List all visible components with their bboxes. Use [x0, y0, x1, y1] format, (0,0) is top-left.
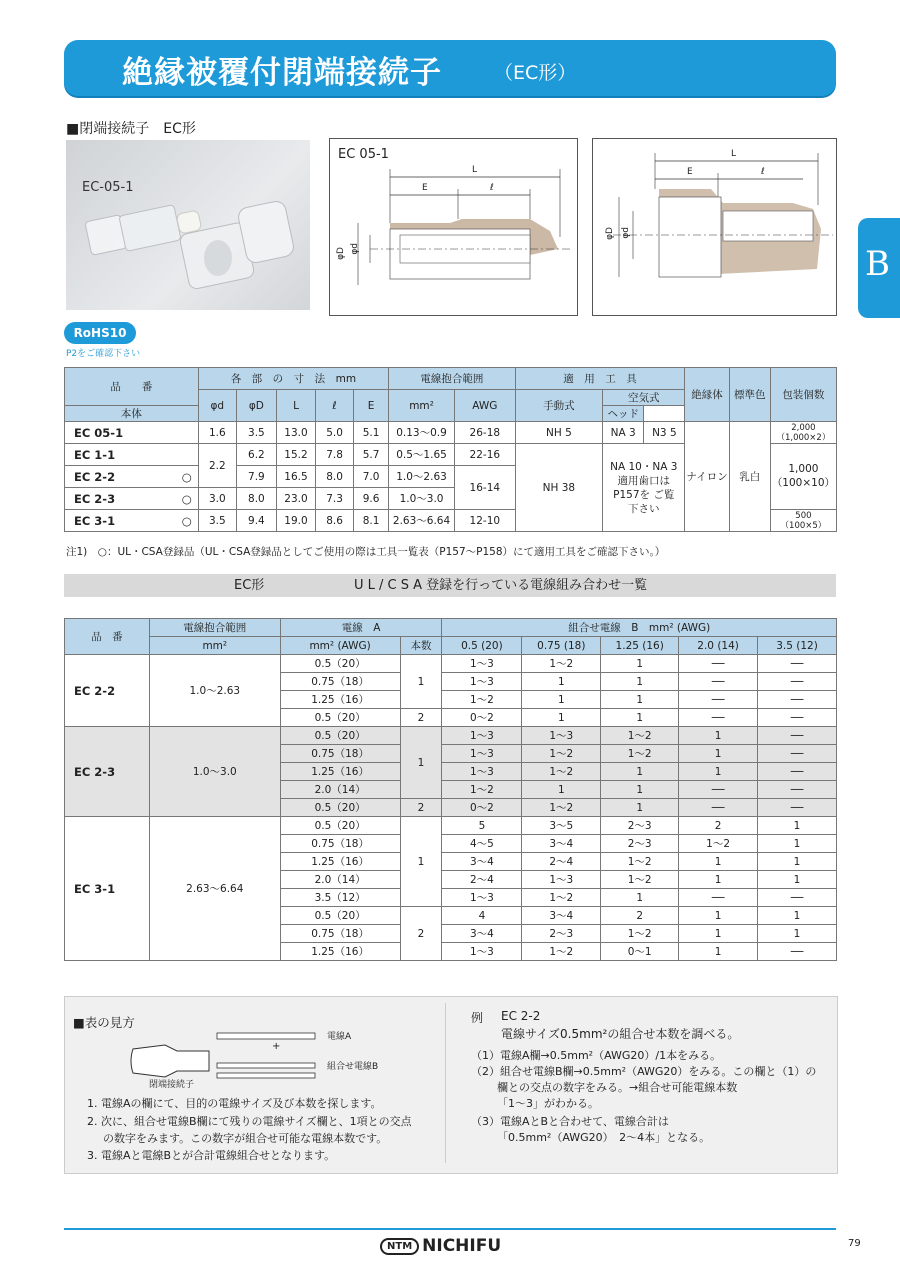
th-combo: 組合せ電線 B mm² (AWG) — [442, 619, 837, 637]
cell: 0.13～0.9 — [389, 422, 455, 444]
combo-cell: 1 — [679, 727, 758, 745]
combo-cell: 1～3 — [442, 727, 522, 745]
footer-line — [64, 1228, 836, 1230]
combo-cell: 1～3 — [442, 889, 522, 907]
dimension-diagram-generic — [592, 138, 837, 316]
th-L: L — [276, 390, 315, 422]
table-row-part — [65, 466, 199, 488]
dimension-diagram-ec05-1 — [329, 138, 578, 316]
wireA-cell: 2.0（14） — [280, 781, 400, 799]
pack-value: 1,000 — [788, 463, 819, 475]
combo-cell: 3～4 — [522, 907, 601, 925]
pack-value: 2,000 — [791, 422, 816, 433]
cell: 7.3 — [316, 488, 354, 510]
part-cell: EC 3-1 — [65, 817, 150, 961]
howto-step: の数字をみます。この数字が組合せ可能な電線本数です。 — [103, 1132, 388, 1145]
th-air: 空気式 — [603, 390, 685, 406]
combo-cell: 1～2 — [601, 925, 679, 943]
page-title: 絶縁被覆付閉端接続子 — [122, 55, 442, 91]
combo-cell: 1～3 — [442, 655, 522, 673]
combo-cell: 1 — [601, 655, 679, 673]
th-range-unit: mm² — [149, 637, 280, 655]
page-header — [64, 40, 836, 96]
dim-L: L — [472, 165, 478, 175]
rohs-badge: RoHS10 — [64, 322, 136, 344]
combo-cell: 3～5 — [522, 817, 601, 835]
th-head: ヘッド — [603, 406, 644, 422]
combo-cell: ── — [679, 655, 758, 673]
range-cell: 1.0～2.63 — [149, 655, 280, 727]
combo-cell: 3～4 — [522, 835, 601, 853]
pack-cell — [770, 444, 836, 510]
combo-cell: 1 — [601, 763, 679, 781]
combo-cell: 3～4 — [442, 853, 522, 871]
combo-cell: 1 — [601, 673, 679, 691]
combo-cell: ── — [758, 781, 837, 799]
combo-cell: 1～2 — [522, 889, 601, 907]
wireA-cell: 1.25（16） — [280, 943, 400, 961]
howto-step: 2. 次に、組合せ電線B欄にて残りの電線サイズ欄と、1項との交点 — [87, 1115, 412, 1128]
combo-cell: ── — [758, 799, 837, 817]
range-cell: 2.63～6.64 — [149, 817, 280, 961]
combo-cell: 1～2 — [601, 871, 679, 889]
label-plus: + — [272, 1041, 281, 1052]
combo-cell: ── — [758, 745, 837, 763]
cell: 8.0 — [316, 466, 354, 488]
th-count: 本数 — [400, 637, 442, 655]
dim-l: ℓ — [490, 183, 494, 193]
th-body: 本体 — [65, 406, 199, 422]
wireA-cell: 0.5（20） — [280, 655, 400, 673]
th-col: 1.25 (16) — [601, 637, 679, 655]
howto-step: 3. 電線Aと電線Bとが合計電線組合せとなります。 — [87, 1149, 336, 1162]
combo-cell: ── — [758, 763, 837, 781]
cell: 12-10 — [454, 510, 515, 532]
combo-cell: 1 — [601, 691, 679, 709]
cell: 22-16 — [454, 444, 515, 466]
part-label: EC 2-3 — [74, 491, 116, 506]
ul-mark: ○ — [181, 513, 192, 528]
count-cell: 2 — [400, 799, 442, 817]
combo-cell: ── — [679, 799, 758, 817]
combo-cell: 1 — [758, 925, 837, 943]
combo-cell: 1 — [601, 799, 679, 817]
product-photo — [66, 140, 310, 310]
howto-step: 1. 電線Aの欄にて、目的の電線サイズ及び本数を探します。 — [87, 1097, 382, 1110]
combo-cell: 0～2 — [442, 709, 522, 727]
cell: NH 38 — [515, 444, 602, 532]
part-label: EC 2-2 — [74, 469, 116, 484]
combo-cell: 2～4 — [522, 853, 601, 871]
combo-cell: 1 — [679, 907, 758, 925]
th-col: 2.0 (14) — [679, 637, 758, 655]
combo-cell: 1 — [522, 673, 601, 691]
combo-cell: ── — [758, 709, 837, 727]
th-wireA: 電線 A — [280, 619, 442, 637]
cell: 2.2 — [198, 444, 236, 488]
cell: 5.0 — [316, 422, 354, 444]
rohs-note: P2をご確認下さい — [66, 349, 141, 359]
cell: NA 3 — [603, 422, 644, 444]
combo-cell: 1 — [758, 907, 837, 925]
dim-l: ℓ — [761, 167, 765, 177]
combo-cell: 1～2 — [601, 745, 679, 763]
cell: 7.9 — [236, 466, 276, 488]
wireA-cell: 0.5（20） — [280, 727, 400, 745]
combo-cell: 1 — [679, 925, 758, 943]
count-cell: 1 — [400, 727, 442, 799]
cell: 16.5 — [276, 466, 315, 488]
cell: 13.0 — [276, 422, 315, 444]
combo-cell: 1 — [601, 709, 679, 727]
how-to-read-box — [64, 996, 838, 1174]
table-row-part: EC 05-1 — [65, 422, 199, 444]
combo-cell: 1 — [601, 889, 679, 907]
cell: 8.6 — [316, 510, 354, 532]
wireA-cell: 0.75（18） — [280, 673, 400, 691]
pack-cell — [770, 422, 836, 444]
cell: 1.6 — [198, 422, 236, 444]
wireA-cell: 2.0（14） — [280, 871, 400, 889]
example-model: EC 2-2 — [501, 1009, 541, 1023]
combo-cell: 1～2 — [442, 781, 522, 799]
cell: 15.2 — [276, 444, 315, 466]
combination-table — [64, 618, 837, 961]
dim-phiD: φD — [336, 247, 346, 260]
pack-cell — [770, 510, 836, 532]
th-part: 品 番 — [65, 368, 199, 406]
combo-cell: 1～3 — [442, 673, 522, 691]
example-title: 電線サイズ0.5mm²の組合せ本数を調べる。 — [501, 1027, 740, 1041]
th-tool: 適 用 工 具 — [515, 368, 685, 390]
cell: 3.0 — [198, 488, 236, 510]
cell: 16-14 — [454, 466, 515, 510]
count-cell: 2 — [400, 907, 442, 961]
cell: 23.0 — [276, 488, 315, 510]
combo-cell: 1～2 — [601, 727, 679, 745]
diagram-title: EC 05-1 — [338, 147, 389, 162]
label-wireB: 組合せ電線B — [327, 1062, 379, 1072]
brand-logo — [380, 1236, 501, 1256]
cell: 7.8 — [316, 444, 354, 466]
combo-cell: 1 — [679, 763, 758, 781]
spec-table — [64, 367, 837, 532]
label-closed-connector: 閉端接続子 — [149, 1080, 195, 1090]
combo-cell: ── — [679, 709, 758, 727]
th-wireA-unit: mm² (AWG) — [280, 637, 400, 655]
combo-cell: ── — [758, 889, 837, 907]
th-col: 0.75 (18) — [522, 637, 601, 655]
th-d: φd — [198, 390, 236, 422]
combo-cell: 1 — [522, 709, 601, 727]
logo-mark: NTM — [380, 1238, 419, 1255]
combo-cell: ── — [679, 691, 758, 709]
wireA-cell: 0.75（18） — [280, 925, 400, 943]
cell: 19.0 — [276, 510, 315, 532]
th-dims: 各 部 の 寸 法 mm — [198, 368, 388, 390]
cell: 9.4 — [236, 510, 276, 532]
ul-mark: ○ — [181, 491, 192, 506]
example-label: 例 — [471, 1011, 484, 1025]
section-tab-label: B — [865, 244, 890, 284]
combo-cell: ── — [679, 781, 758, 799]
combo-cell: 3～4 — [442, 925, 522, 943]
combo-cell: 1～2 — [522, 799, 601, 817]
count-cell: 1 — [400, 655, 442, 709]
cell: N3 5 — [644, 422, 685, 444]
combo-cell: ── — [679, 673, 758, 691]
air-note-cell: NA 10・NA 3 適用歯口は P157を ご覧下さい — [603, 444, 685, 532]
combo-cell: 1～3 — [522, 727, 601, 745]
combo-cell: 1 — [679, 943, 758, 961]
section-tab[interactable] — [858, 218, 900, 318]
th-part: 品 番 — [65, 619, 150, 655]
th-manual: 手動式 — [515, 390, 602, 422]
combo-cell: 1 — [522, 781, 601, 799]
combo-cell: 2～3 — [601, 835, 679, 853]
wireA-cell: 0.5（20） — [280, 709, 400, 727]
combo-cell: 1 — [679, 853, 758, 871]
count-cell: 2 — [400, 709, 442, 727]
combo-cell: 1 — [522, 691, 601, 709]
logo-text: NICHIFU — [422, 1236, 502, 1256]
th-col: 3.5 (12) — [758, 637, 837, 655]
cell: 5.7 — [354, 444, 389, 466]
combo-cell: ── — [758, 943, 837, 961]
cell: 26-18 — [454, 422, 515, 444]
combo-cell: 1 — [679, 745, 758, 763]
combo-cell: 2 — [601, 907, 679, 925]
table-row — [65, 817, 837, 835]
dim-phid: φd — [350, 243, 360, 255]
table-row — [65, 655, 837, 673]
combo-cell: 5 — [442, 817, 522, 835]
cell: 1.0～2.63 — [389, 466, 455, 488]
example-line: 「0.5mm²（AWG20） 2～4本」となる。 — [497, 1131, 711, 1144]
combo-cell: ── — [758, 727, 837, 745]
cell: 3.5 — [236, 422, 276, 444]
cell: 2.63～6.64 — [389, 510, 455, 532]
example-line: （2）組合せ電線B欄→0.5mm²（AWG20）をみる。この欄と（1）の — [471, 1065, 817, 1078]
example-line: （1）電線A欄→0.5mm²（AWG20）/1本をみる。 — [471, 1049, 722, 1062]
photo-label: EC-05-1 — [82, 180, 134, 195]
combo-cell: ── — [758, 673, 837, 691]
table-row-part — [65, 510, 199, 532]
divider — [445, 1003, 446, 1163]
combo-cell: 1～2 — [522, 943, 601, 961]
dim-phid: φd — [621, 227, 631, 239]
color-cell: 乳白 — [729, 422, 770, 532]
combo-cell: 1～3 — [442, 745, 522, 763]
th-pack: 包装個数 — [770, 368, 836, 422]
wireA-cell: 0.75（18） — [280, 745, 400, 763]
wireA-cell: 0.75（18） — [280, 835, 400, 853]
combo-cell: 1 — [758, 835, 837, 853]
cell: 8.1 — [354, 510, 389, 532]
cell: 6.2 — [236, 444, 276, 466]
cell: 7.0 — [354, 466, 389, 488]
combo-cell: 1 — [601, 781, 679, 799]
th-range: 電線抱合範囲 — [149, 619, 280, 637]
combo-cell: ── — [758, 655, 837, 673]
th-range: 電線抱合範囲 — [389, 368, 516, 390]
wireA-cell: 1.25（16） — [280, 691, 400, 709]
table-row — [65, 727, 837, 745]
combo-cell: 2 — [679, 817, 758, 835]
wireA-cell: 1.25（16） — [280, 763, 400, 781]
combo-cell: 2～3 — [522, 925, 601, 943]
table-footnote: 注1) ○：UL・CSA登録品（UL・CSA登録品としてご使用の際は工具一覧表（P157～P158）にて適用工具をご確認下さい。） — [66, 546, 666, 558]
cell: 0.5～1.65 — [389, 444, 455, 466]
combo-cell: 1～2 — [522, 655, 601, 673]
dim-L: L — [731, 149, 737, 159]
th-col: 0.5 (20) — [442, 637, 522, 655]
combo-cell: 1 — [758, 871, 837, 889]
section-bar-left: EC形 — [234, 578, 265, 593]
table-row-part — [65, 488, 199, 510]
combo-cell: 1～3 — [442, 943, 522, 961]
combo-cell: 1～3 — [522, 871, 601, 889]
combo-cell: 1～2 — [601, 853, 679, 871]
combo-cell: 1 — [758, 853, 837, 871]
wireA-cell: 1.25（16） — [280, 853, 400, 871]
combo-cell: ── — [758, 691, 837, 709]
th-color: 標準色 — [729, 368, 770, 422]
page-number: 79 — [848, 1238, 861, 1249]
cell: NH 5 — [515, 422, 602, 444]
range-cell: 1.0～3.0 — [149, 727, 280, 817]
part-label: EC 3-1 — [74, 513, 116, 528]
insulator-cell: ナイロン — [685, 422, 729, 532]
combo-cell: 1～2 — [679, 835, 758, 853]
th-l: ℓ — [316, 390, 354, 422]
dim-phiD: φD — [605, 227, 615, 240]
example-line: 「1～3」がわかる。 — [497, 1097, 599, 1110]
combo-cell: 2～3 — [601, 817, 679, 835]
th-E: E — [354, 390, 389, 422]
combo-cell: 0～1 — [601, 943, 679, 961]
example-line: 欄との交点の数字をみる。→組合せ可能電線本数 — [497, 1081, 738, 1094]
table-row-part: EC 1-1 — [65, 444, 199, 466]
example-line: （3）電線AとBと合わせて、電線合計は — [471, 1115, 669, 1128]
combo-cell: 1～2 — [522, 763, 601, 781]
combo-cell: 1～2 — [522, 745, 601, 763]
pack-detail: （1,000×2） — [776, 432, 831, 443]
wireA-cell: 0.5（20） — [280, 799, 400, 817]
th-insulator: 絶縁体 — [685, 368, 729, 422]
cell: 3.5 — [198, 510, 236, 532]
howto-title: ■表の見方 — [73, 1015, 135, 1030]
dim-E: E — [422, 183, 428, 193]
combo-cell: 1 — [758, 817, 837, 835]
combo-cell: 4～5 — [442, 835, 522, 853]
th-D: φD — [236, 390, 276, 422]
combo-cell: 1～2 — [442, 691, 522, 709]
combo-cell: 1～3 — [442, 763, 522, 781]
section-bar — [64, 574, 836, 597]
combo-cell: ── — [679, 889, 758, 907]
cell: 5.1 — [354, 422, 389, 444]
product-image — [66, 140, 310, 310]
ul-mark: ○ — [181, 469, 192, 484]
section-title: ■閉端接続子 EC形 — [66, 121, 196, 137]
pack-value: 500 — [795, 510, 812, 521]
wireA-cell: 0.5（20） — [280, 817, 400, 835]
th-awg: AWG — [454, 390, 515, 422]
dim-E: E — [687, 167, 693, 177]
part-cell: EC 2-2 — [65, 655, 150, 727]
pack-detail: （100×5） — [780, 520, 827, 531]
cell: 8.0 — [236, 488, 276, 510]
th-mm2: mm² — [389, 390, 455, 422]
combo-cell: 0～2 — [442, 799, 522, 817]
part-cell: EC 2-3 — [65, 727, 150, 817]
pack-detail: （100×10） — [771, 477, 836, 489]
label-wireA: 電線A — [327, 1032, 352, 1042]
wireA-cell: 0.5（20） — [280, 907, 400, 925]
page-subtitle: （EC形） — [494, 62, 577, 84]
cell: 1.0～3.0 — [389, 488, 455, 510]
section-bar-right: U L / C S A 登録を行っている電線組み合わせ一覧 — [354, 578, 648, 593]
wireA-cell: 3.5（12） — [280, 889, 400, 907]
combo-cell: 4 — [442, 907, 522, 925]
count-cell: 1 — [400, 817, 442, 907]
combo-cell: 1 — [679, 871, 758, 889]
cell: 9.6 — [354, 488, 389, 510]
combo-cell: 2～4 — [442, 871, 522, 889]
